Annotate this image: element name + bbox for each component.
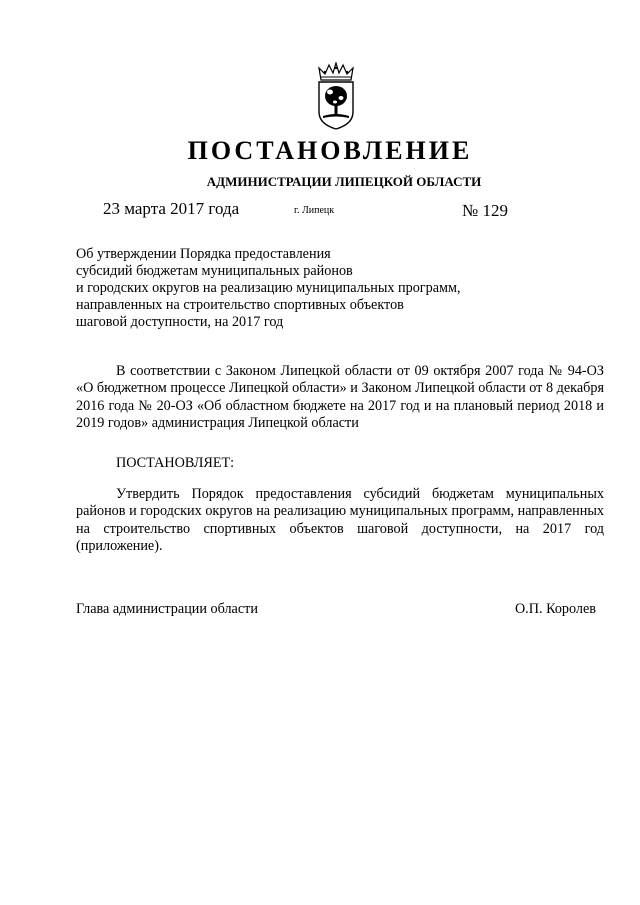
document-number: № 129 (462, 201, 508, 220)
signatory-title: Глава администрации области (76, 601, 258, 617)
resolution-paragraph: Утвердить Порядок предоставления субсидий бюджетам муниципальных районов и городских округов на реализацию муниципальных программ, направленных на строительство спортивных объектов шаговой доступности, на 2017 год (приложение). (76, 486, 604, 554)
subject-line: и городских округов на реализацию муниципальных программ, (76, 280, 461, 296)
issuer-name: АДМИНИСТРАЦИИ ЛИПЕЦКОЙ ОБЛАСТИ (206, 174, 482, 189)
document-date: 23 марта 2017 года (103, 199, 240, 218)
subject-line: направленных на строительство спортивных объектов (76, 297, 404, 313)
document-city: г. Липецк (294, 205, 335, 216)
document-subject (76, 246, 516, 331)
preamble-paragraph: В соответствии с Законом Липецкой области от 09 октября 2007 года № 94-ОЗ «О бюджетном процессе Липецкой области» и Законом Липецкой области от 8 декабря 2016 года № 20-ОЗ «Об областном бюджете на 2017 год и на плановый период 2018 и 2019 годов» администрация Липецкой области (76, 363, 604, 431)
subject-line: субсидий бюджетам муниципальных районов (76, 263, 353, 279)
document-type-title: ПОСТАНОВЛЕНИЕ (187, 136, 473, 165)
decree-word: ПОСТАНОВЛЯЕТ: (116, 455, 235, 471)
subject-line: Об утверждении Порядка предоставления (76, 246, 331, 262)
signatory-name: О.П. Королев (514, 601, 596, 617)
subject-line: шаговой доступности, на 2017 год (76, 314, 284, 330)
coat-of-arms-icon (315, 62, 357, 130)
